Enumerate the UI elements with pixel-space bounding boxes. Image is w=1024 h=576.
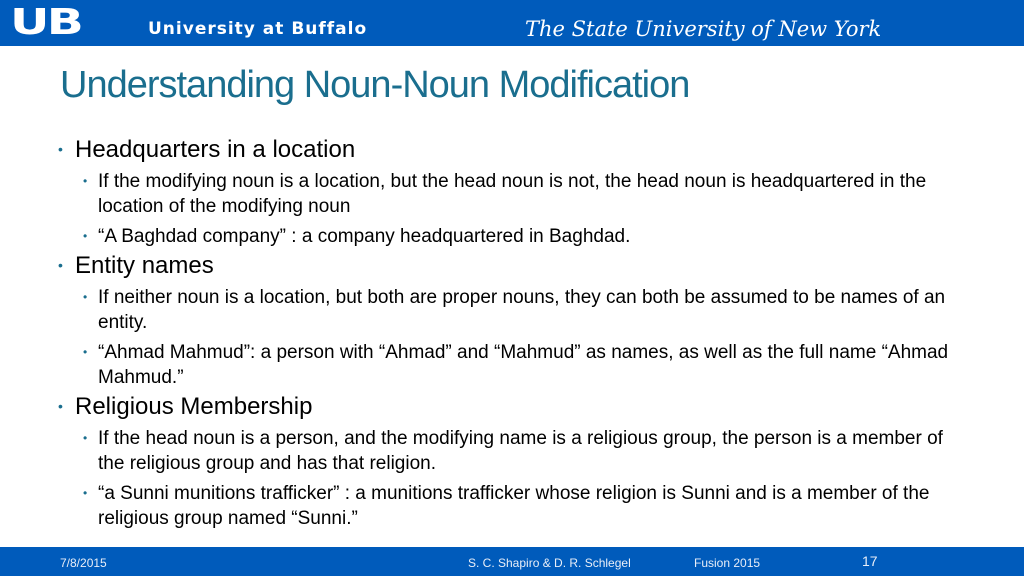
footer-bar — [0, 547, 1024, 576]
university-name: University at Buffalo — [148, 19, 368, 39]
sub-bullet: • If neither noun is a location, but both are proper nouns, they can both be assumed to be names of an entity. — [79, 285, 966, 335]
sub-bullet: • If the modifying noun is a location, but the head noun is not, the head noun is headquartered in the location of the modifying noun — [79, 169, 966, 219]
footer-authors: S. C. Shapiro & D. R. Schlegel — [468, 556, 631, 570]
header-banner — [0, 0, 1024, 46]
bullet-religious-membership: • Religious Membership — [56, 392, 966, 421]
bullet-entity-names: • Entity names — [56, 251, 966, 280]
bullet-headquarters: • Headquarters in a location — [56, 135, 966, 164]
sub-bullet: • If the head noun is a person, and the modifying name is a religious group, the person is a member of the religious group and has that religion. — [79, 426, 966, 476]
slide-content — [56, 133, 966, 531]
footer-date: 7/8/2015 — [60, 556, 107, 570]
sub-bullet: • “a Sunni munitions trafficker” : a munitions trafficker whose religion is Sunni and is a member of the religious group named “Sunni.” — [79, 481, 966, 531]
sub-bullet: • “Ahmad Mahmud”: a person with “Ahmad” and “Mahmud” as names, as well as the full name “Ahmad Mahmud.” — [79, 340, 966, 390]
ub-logo: UB — [10, 2, 82, 43]
page-number: 17 — [862, 553, 878, 569]
sub-bullet: • “A Baghdad company” : a company headquartered in Baghdad. — [79, 224, 966, 249]
footer-conference: Fusion 2015 — [694, 556, 761, 570]
university-tagline: The State University of New York — [525, 17, 882, 41]
slide-title: Understanding Noun-Noun Modification — [60, 64, 690, 106]
